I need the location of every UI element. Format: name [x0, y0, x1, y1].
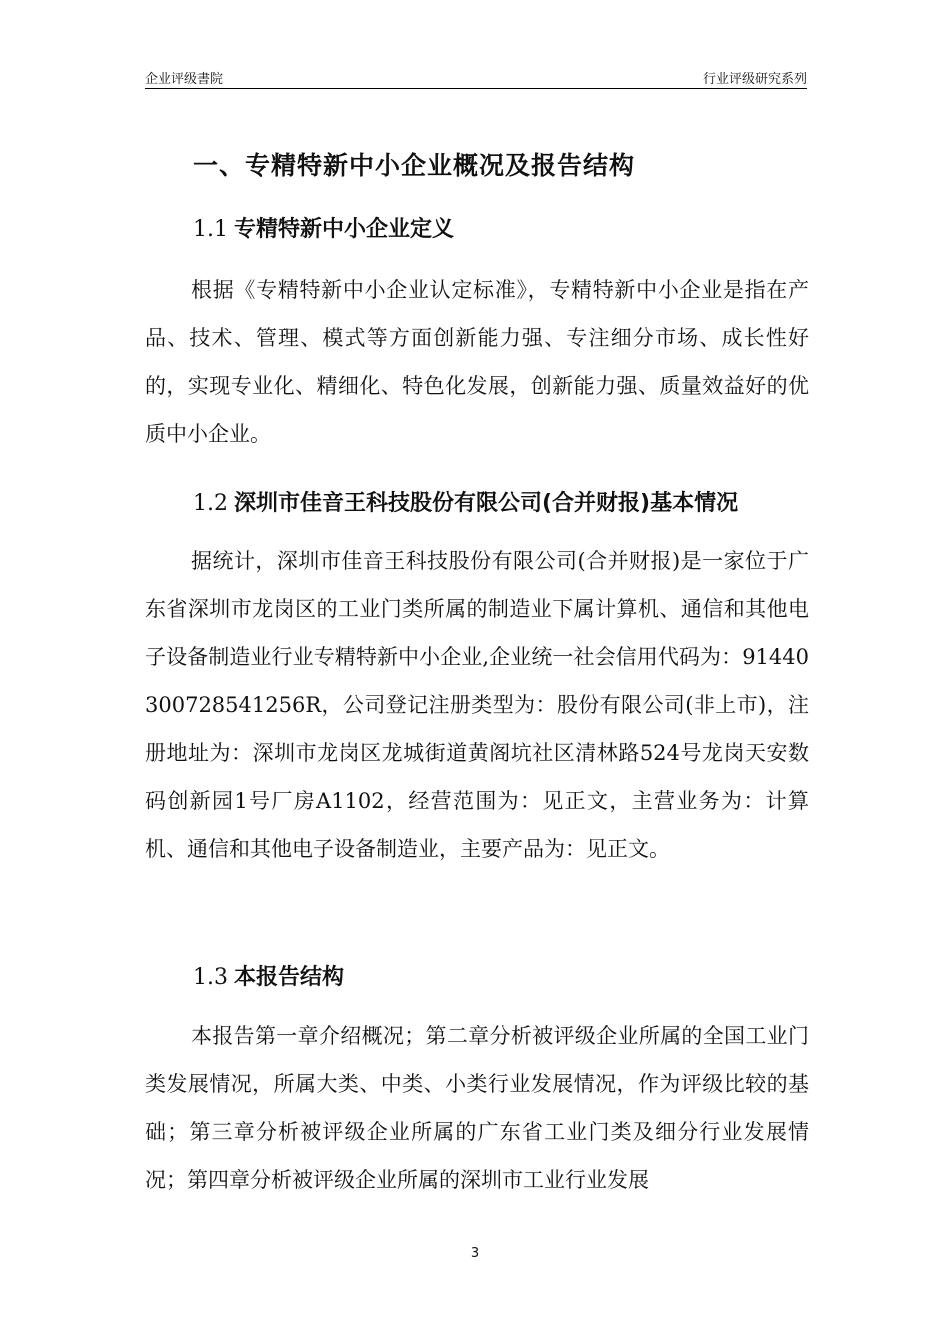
section-body-1-2: 据统计，深圳市佳音王科技股份有限公司(合并财报)是一家位于广东省深圳市龙岗区的工业门类所属的制造业下属计算机、通信和其他电子设备制造业行业专精特新中小企业,企业统一社会信用代码为：91440300728541256R，公司登记注册类型为：股份有限公司(非上市)，注册地址为：深圳市龙岗区龙城街道黄阁坑社区清林路524号龙岗天安数码创新园1号厂房A1102，经营范围为：见正文，主营业务为：计算机、通信和其他电子设备制造业，主要产品为：见正文。	[145, 549, 809, 861]
section-title: 本报告结构	[234, 965, 345, 990]
page-number: 3	[470, 1246, 480, 1261]
section-number: 1.1	[193, 217, 228, 242]
section-number: 1.3	[193, 965, 228, 990]
section-heading-1-2	[193, 486, 738, 517]
section-title: 专精特新中小企业定义	[234, 217, 455, 242]
section-heading-1-1	[193, 212, 454, 243]
section-body-1-3: 本报告第一章介绍概况；第二章分析被评级企业所属的全国工业门类发展情况，所属大类、中类、小类行业发展情况，作为评级比较的基础；第三章分析被评级企业所属的广东省工业门类及细分行业发展情况；第四章分析被评级企业所属的深圳市工业行业发展	[145, 1024, 809, 1192]
page-header	[145, 66, 807, 89]
section-number: 1.2	[193, 491, 228, 516]
header-org-name: 企业评级書院	[145, 72, 224, 87]
section-title: 深圳市佳音王科技股份有限公司(合并财报)基本情况	[234, 491, 739, 516]
chapter-title: 一、专精特新中小企业概况及报告结构	[193, 151, 636, 180]
section-body-1-1: 根据《专精特新中小企业认定标准》，专精特新中小企业是指在产品、技术、管理、模式等方面创新能力强、专注细分市场、成长性好的，实现专业化、精细化、特色化发展，创新能力强、质量效益好的优质中小企业。	[145, 278, 809, 446]
header-series-name: 行业评级研究系列	[702, 72, 807, 87]
section-heading-1-3	[193, 960, 344, 991]
